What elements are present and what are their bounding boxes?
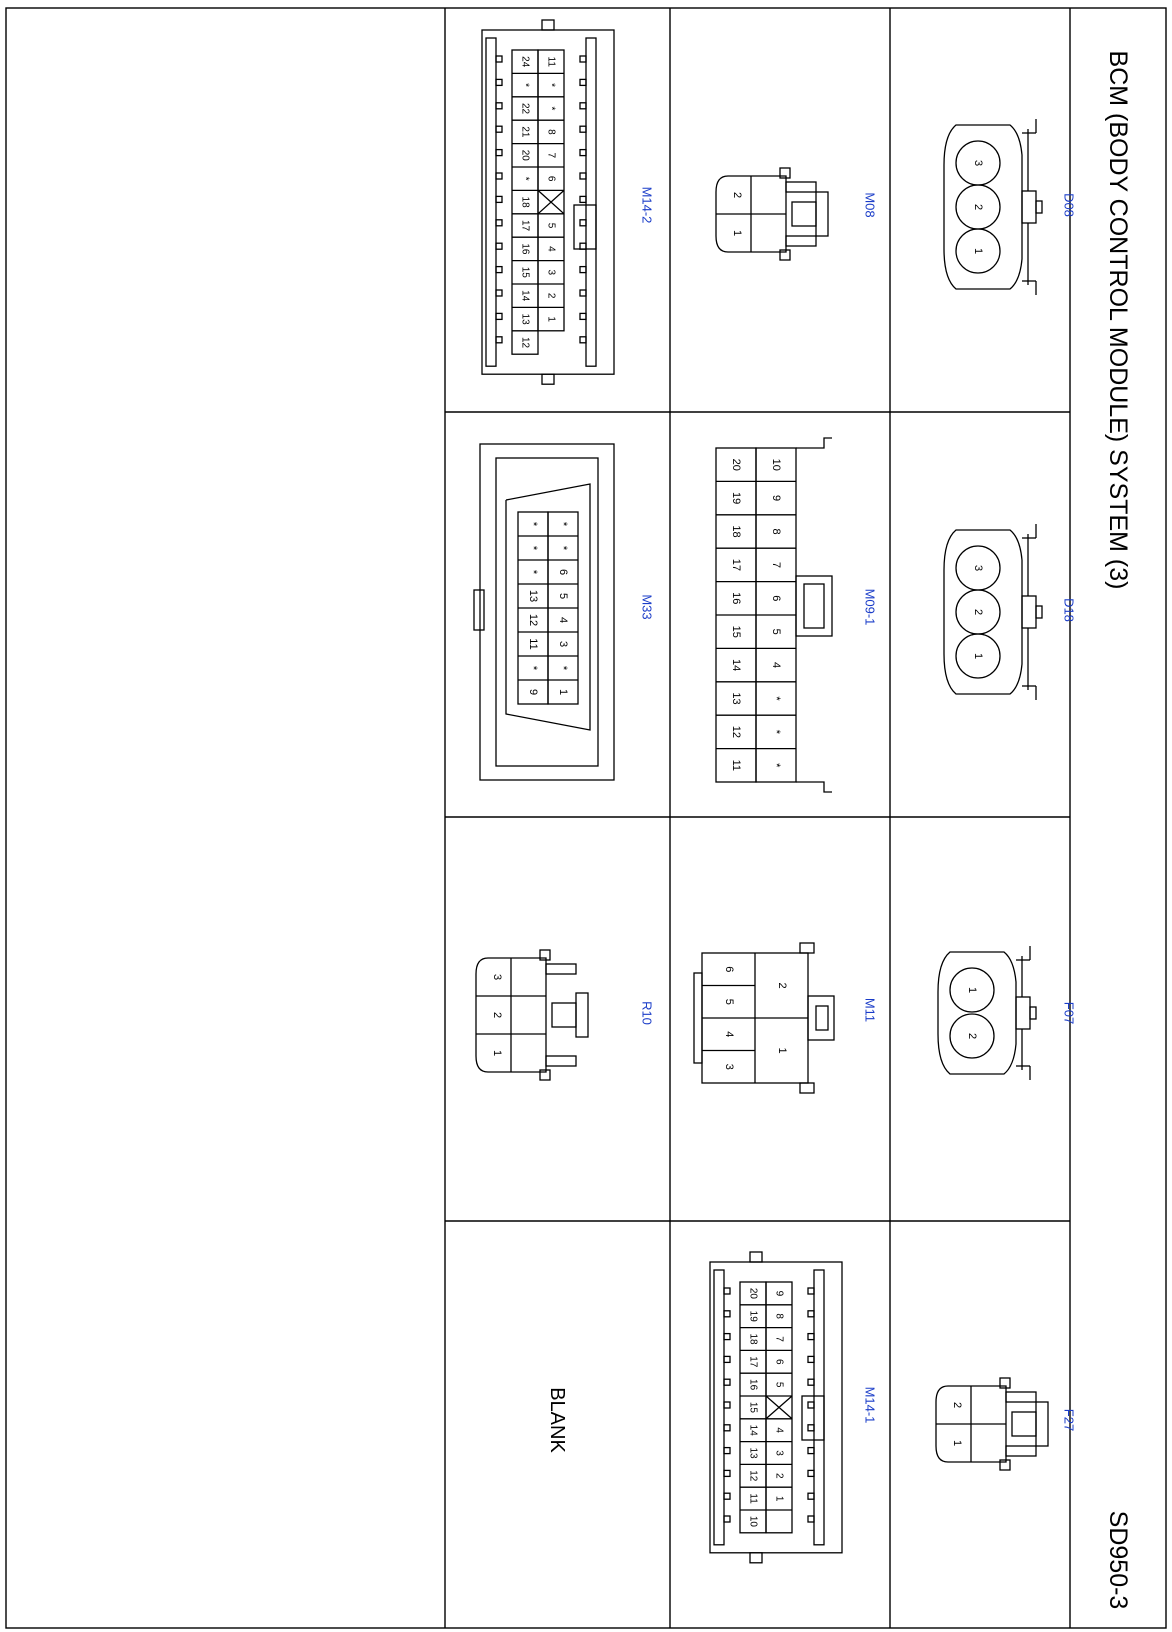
terminal-slot (808, 1425, 814, 1431)
pin-number: 17 (730, 558, 742, 572)
pin-number: 6 (773, 1359, 785, 1365)
unused-pin-marker: * (557, 665, 569, 671)
pin-number: 4 (723, 1031, 735, 1038)
terminal-slot (496, 79, 502, 85)
pin-number: 1 (731, 229, 743, 237)
locator-peg (750, 1553, 762, 1563)
latch-head (1012, 1412, 1036, 1436)
pin-number: 3 (773, 1450, 785, 1456)
pin-number: 18 (519, 196, 531, 208)
locator-peg (800, 1083, 814, 1093)
pin-number: 1 (972, 652, 984, 660)
pin-number: 2 (731, 191, 743, 199)
pin-number: 12 (519, 336, 531, 349)
pin-number: 14 (519, 290, 531, 302)
unused-pin-marker: * (527, 665, 539, 671)
pin-number: 1 (545, 316, 557, 322)
pin-number: 2 (966, 1032, 978, 1040)
pin-number: 13 (527, 589, 539, 603)
pin-number: 2 (972, 203, 984, 211)
terminal-slot (580, 56, 586, 62)
locking-tab (804, 584, 824, 628)
terminal-slot (724, 1516, 730, 1522)
terminal-slot (808, 1493, 814, 1499)
pin-number: 1 (966, 986, 978, 994)
latch-arm (786, 182, 816, 192)
connector-label-d08: D08 (1061, 193, 1077, 217)
pin-number: 4 (773, 1427, 785, 1433)
terminal-slot (496, 337, 502, 343)
unused-pin-marker: * (770, 763, 782, 768)
housing-rail (796, 438, 832, 448)
pin-number: 12 (730, 725, 742, 739)
pin-number: 5 (545, 222, 557, 229)
connector-label-r10: R10 (639, 1001, 655, 1025)
terminal-slot (724, 1425, 730, 1431)
terminal-slot (496, 196, 502, 202)
unused-pin-marker: * (519, 176, 531, 181)
terminal-slot (724, 1470, 730, 1476)
latch-head (552, 1003, 576, 1027)
pin-number: 2 (951, 1401, 963, 1409)
terminal-slot (580, 103, 586, 109)
unused-pin-marker: * (557, 521, 569, 527)
pin-number: 1 (773, 1495, 785, 1502)
pin-number: 14 (730, 658, 742, 672)
locator-peg (542, 374, 554, 384)
terminal-slot (496, 173, 502, 179)
terminal-slot (496, 103, 502, 109)
terminal-slot (580, 290, 586, 296)
pin-number: 5 (723, 998, 735, 1005)
connector-label-m14-2: M14-2 (639, 186, 655, 224)
pin-number: 11 (527, 638, 539, 650)
pin-number: 3 (972, 159, 984, 167)
terminal-slot (580, 173, 586, 179)
pin-number: 15 (747, 1401, 759, 1413)
terminal-slot (580, 126, 586, 132)
pin-number: 4 (557, 616, 569, 624)
pin-number: 4 (770, 662, 782, 669)
terminal-slot (580, 150, 586, 156)
latch-head (808, 996, 834, 1040)
pin-number: 5 (770, 628, 782, 635)
terminal-slot (496, 267, 502, 273)
pin-number: 13 (747, 1447, 759, 1459)
latch-head (1036, 1402, 1048, 1446)
terminal-slot (724, 1288, 730, 1294)
pin-number: 3 (491, 973, 503, 981)
latch-head (816, 192, 828, 236)
housing-rail (586, 38, 596, 366)
pin-number: 9 (527, 688, 539, 696)
pin-number: 20 (747, 1287, 759, 1299)
terminal-slot (724, 1402, 730, 1408)
terminal-slot (808, 1470, 814, 1476)
pin-number: 16 (747, 1379, 759, 1391)
latch-arm (546, 964, 576, 974)
unused-pin-marker: * (519, 83, 531, 88)
locking-tab (1022, 191, 1036, 223)
pin-number: 6 (557, 568, 569, 576)
terminal-slot (724, 1493, 730, 1499)
connector-label-m11: M11 (862, 997, 878, 1023)
pin-number: 13 (519, 313, 531, 325)
latch-arm (1006, 1446, 1036, 1456)
connector-body (938, 952, 1016, 1074)
pin-number: 11 (545, 56, 557, 67)
unused-pin-marker: * (770, 729, 782, 735)
housing-rail (694, 973, 702, 1063)
connector-diagrams (474, 20, 1048, 1563)
pin-number: 7 (770, 561, 782, 568)
connector-label-m08: M08 (862, 192, 878, 218)
pin-number: 19 (747, 1310, 759, 1322)
latch-arm (546, 1056, 576, 1066)
housing-rail (814, 1270, 824, 1545)
unused-pin-marker: * (545, 83, 557, 88)
pin-number: 10 (770, 458, 782, 471)
pin-number: 18 (730, 525, 742, 538)
pin-number: 17 (747, 1356, 759, 1368)
pin-number: 10 (747, 1515, 759, 1527)
unused-pin-marker: * (527, 521, 539, 527)
pin-number: 6 (545, 175, 557, 182)
terminal-slot (808, 1402, 814, 1408)
terminal-slot (724, 1311, 730, 1317)
pin-number: 11 (747, 1493, 759, 1504)
pin-number: 1 (776, 1047, 788, 1054)
terminal-slot (808, 1356, 814, 1362)
terminal-slot (580, 79, 586, 85)
pin-number: 4 (545, 246, 557, 252)
terminal-slot (496, 56, 502, 62)
unused-pin-marker: * (557, 545, 569, 551)
pin-number: 22 (519, 102, 531, 115)
pin-number: 7 (773, 1336, 785, 1342)
pin-number: 3 (545, 269, 557, 276)
unused-pin-marker: * (527, 545, 539, 551)
page-title: BCM (BODY CONTROL MODULE) SYSTEM (3) (1104, 50, 1132, 590)
locking-tab (1016, 997, 1030, 1029)
pin-number: 3 (972, 564, 984, 572)
housing-rail (486, 38, 496, 366)
pin-number: 6 (723, 966, 735, 973)
m33-inner-frame (496, 458, 598, 766)
pin-number: 1 (972, 247, 984, 255)
pin-number: 17 (519, 219, 531, 232)
terminal-slot (580, 220, 586, 226)
housing-rail (796, 782, 832, 792)
terminal-slot (724, 1379, 730, 1385)
m33-housing (480, 444, 614, 780)
terminal-slot (580, 267, 586, 273)
terminal-slot (496, 220, 502, 226)
terminal-slot (496, 290, 502, 296)
pin-number: 11 (730, 759, 742, 772)
pin-number: 20 (519, 149, 531, 161)
pin-number: 24 (519, 56, 531, 68)
connector-label-m09-1: M09-1 (862, 588, 878, 626)
terminal-slot (496, 150, 502, 156)
locator-peg (542, 20, 554, 30)
pin-number: 20 (730, 458, 742, 471)
locking-tab (1022, 596, 1036, 628)
connector-label-m33: M33 (639, 594, 655, 620)
locking-tab (474, 590, 484, 630)
locking-tab (1030, 1007, 1036, 1019)
locking-tab (796, 576, 832, 636)
pin-number: 8 (545, 129, 557, 135)
terminal-slot (808, 1516, 814, 1522)
terminal-slot (580, 337, 586, 343)
pin-number: 3 (723, 1063, 735, 1070)
terminal-slot (808, 1448, 814, 1454)
locking-tab (1036, 606, 1042, 618)
pin-number: 15 (519, 266, 531, 278)
pin-number: 1 (557, 688, 569, 696)
terminal-slot (580, 313, 586, 319)
pin-number: 13 (730, 692, 742, 705)
terminal-slot (496, 313, 502, 319)
pin-number: 6 (770, 595, 782, 602)
latch-arm (786, 236, 816, 246)
pin-number: 5 (557, 592, 569, 600)
unused-pin-marker: * (770, 696, 782, 701)
pin-number: 2 (545, 292, 557, 299)
pin-number: 21 (519, 126, 531, 138)
pin-number: 3 (557, 640, 569, 648)
connector-label-f27: F27 (1061, 1408, 1077, 1432)
terminal-slot (724, 1448, 730, 1454)
pin-number: 19 (730, 491, 742, 505)
pin-number: 15 (730, 625, 742, 638)
latch-head (816, 1006, 828, 1030)
terminal-slot (808, 1288, 814, 1294)
terminal-slot (496, 243, 502, 249)
terminal-slot (724, 1334, 730, 1340)
terminal-slot (808, 1311, 814, 1317)
pin-number: 9 (773, 1290, 785, 1297)
pin-number: 18 (747, 1333, 759, 1345)
terminal-slot (580, 243, 586, 249)
unused-pin-marker: * (527, 569, 539, 575)
pin-number: 16 (519, 243, 531, 255)
housing-rail (714, 1270, 724, 1545)
locator-peg (800, 943, 814, 953)
terminal-slot (808, 1334, 814, 1340)
terminal-slot (724, 1356, 730, 1362)
pin-number: 8 (770, 528, 782, 535)
latch-head (792, 202, 816, 226)
terminal-slot (496, 126, 502, 132)
connector-label-f07: F07 (1061, 1001, 1077, 1025)
pin-number: 7 (545, 152, 557, 159)
connector-label-m14-1: M14-1 (862, 1386, 878, 1424)
pin-number: 2 (773, 1473, 785, 1479)
pin-number: 14 (747, 1424, 759, 1436)
pin-number: 5 (773, 1381, 785, 1388)
unused-pin-marker: * (545, 106, 557, 111)
locking-tab (574, 205, 596, 249)
pin-number: 9 (770, 495, 782, 502)
pin-number: 2 (972, 608, 984, 616)
pin-number: 8 (773, 1313, 785, 1319)
pin-number: 12 (527, 613, 539, 627)
pin-number: 12 (747, 1470, 759, 1482)
terminal-slot (580, 196, 586, 202)
locator-peg (750, 1252, 762, 1262)
terminal-slot (808, 1379, 814, 1385)
pin-number: 1 (951, 1439, 963, 1447)
locking-tab (1036, 201, 1042, 213)
pin-number: 2 (491, 1011, 503, 1019)
pin-number: 1 (491, 1049, 503, 1057)
connector-label-d18: D18 (1061, 598, 1077, 622)
pin-number: 2 (776, 982, 788, 989)
page-code: SD950-3 (1104, 1510, 1132, 1610)
pin-number: 16 (730, 592, 742, 605)
latch-head (576, 993, 588, 1037)
latch-arm (1006, 1392, 1036, 1402)
blank-cell-label: BLANK (546, 1387, 568, 1453)
